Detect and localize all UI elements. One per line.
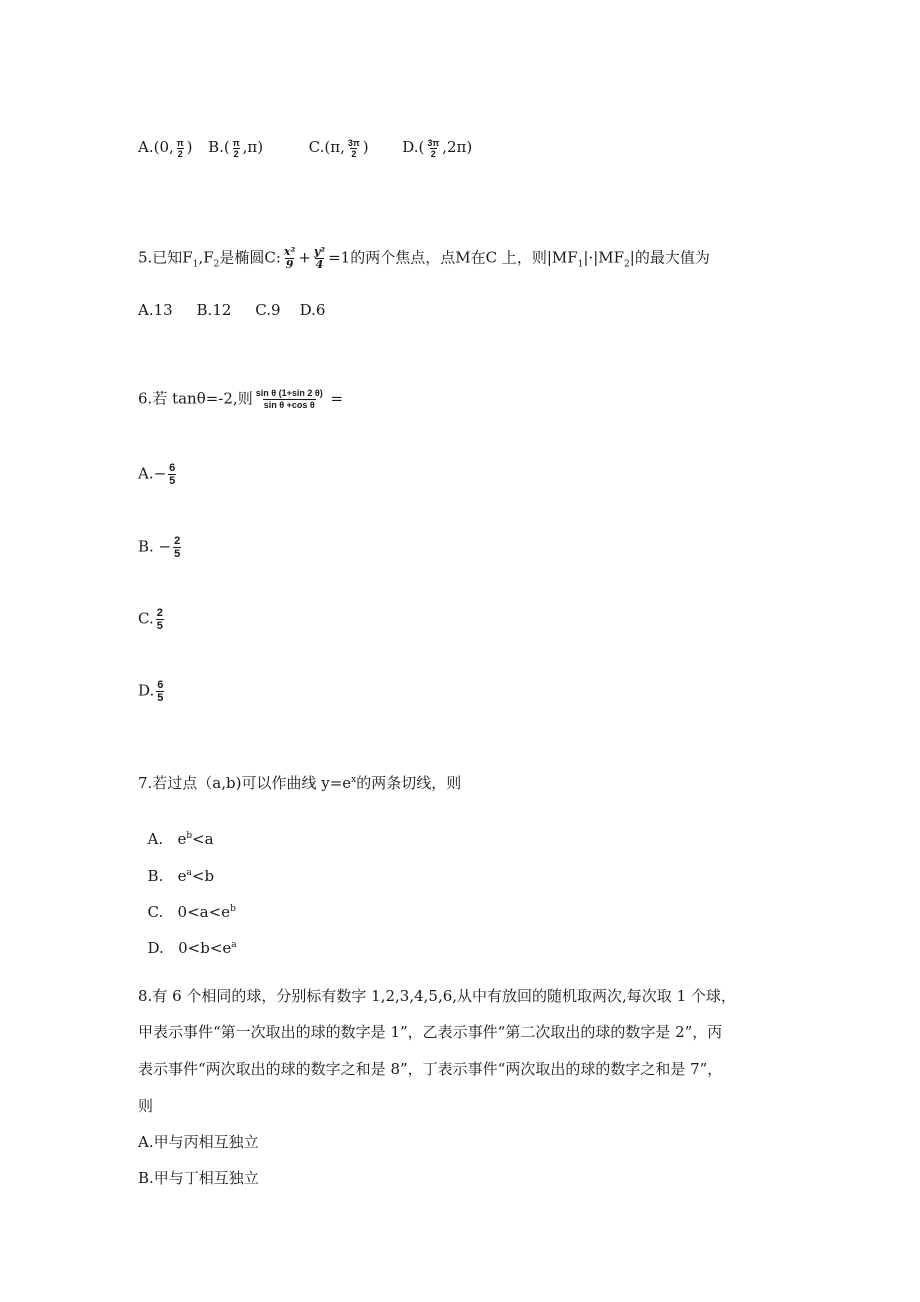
q6-a-num: 6 [169, 462, 176, 474]
q7-a-post: <a [192, 830, 214, 848]
q4-option-d [402, 137, 473, 159]
q6-option-c [138, 607, 166, 632]
q6-b-label: B. − [138, 537, 172, 556]
q4-d-den: 2 [430, 148, 436, 159]
q4-options [138, 137, 472, 159]
q6-b-den: 5 [174, 548, 181, 560]
q6-option-b [138, 535, 183, 560]
q7-c-text: C. 0<a<e [147, 903, 231, 921]
q6-a-den: 5 [169, 475, 176, 487]
q7-c-sup: b [230, 904, 236, 914]
q6-c-label: C. [138, 609, 154, 628]
q8-line-1: 8.有 6 个相同的球，分别标有数字 1,2,3,4,5,6,从中有放回的随机取两次,每次取 1 个球， [138, 987, 736, 1005]
q4-c-num: 3π [347, 137, 360, 148]
q4-a-fraction [176, 138, 185, 159]
q8-line-2: 甲表示事件“第一次取出的球的数字是 1”，乙表示事件“第二次取出的球的数字是 2”，丙 [138, 1023, 723, 1041]
q5-text-6: |的最大值为 [629, 248, 710, 267]
q4-a-prefix: A.(0, [138, 138, 174, 156]
q6-d-den: 5 [157, 692, 164, 704]
q8-option-a: A.甲与丙相互独立 [138, 1133, 259, 1151]
q4-a-den: 2 [177, 148, 183, 159]
q6-b-num: 2 [174, 535, 181, 547]
q8-option-b: B.甲与丁相互独立 [138, 1169, 259, 1187]
q4-d-num: 3π [427, 137, 440, 148]
q4-d-suffix: ,2π) [442, 138, 473, 156]
q6-text: 6.若 tanθ=-2,则 [138, 389, 253, 408]
q7-b-sup: a [186, 868, 192, 878]
q5-fx-num: x² [283, 245, 296, 258]
q7-stem [138, 770, 461, 793]
q7-stem-sup: x [351, 775, 357, 785]
q6-b-fraction [173, 535, 181, 560]
q4-c-prefix: C.(π, [308, 138, 345, 156]
q6-stem [138, 388, 343, 411]
q6-frac-den: sin θ +cos θ [263, 400, 315, 410]
q5-fy-den: 4 [315, 258, 324, 271]
q8-line-3: 表示事件“两次取出的球的数字之和是 8”，丁表示事件“两次取出的球的数字之和是 7”， [138, 1060, 723, 1078]
q7-b-post: <b [191, 867, 215, 885]
q6-option-d [138, 679, 166, 704]
q5-sub-4: 2 [624, 259, 630, 270]
q4-b-fraction [232, 138, 241, 159]
q5-sub-1: 1 [192, 259, 199, 270]
q6-d-fraction [156, 679, 164, 704]
q5-text-1: 5.已知F [138, 248, 193, 267]
q4-option-c [308, 137, 374, 159]
q4-b-suffix: ,π) [242, 138, 264, 156]
q4-a-suffix: ) [186, 138, 193, 156]
q5-plus: + [298, 248, 311, 267]
q7-b-text: B. e [147, 867, 187, 885]
q4-d-prefix: D.( [402, 138, 425, 156]
q7-stem-text-2: 的两条切线，则 [356, 774, 462, 792]
q7-a-sup: b [186, 831, 193, 841]
q4-b-num: π [232, 137, 240, 148]
q5-sub-2: 2 [213, 259, 220, 270]
q6-a-label: A.− [138, 464, 167, 483]
q4-c-fraction [347, 138, 361, 159]
q6-fraction [255, 388, 324, 411]
q4-d-fraction [426, 138, 440, 159]
q4-option-b [208, 137, 268, 159]
q5-stem [138, 246, 710, 275]
q5-options: A.13 B.12 C.9 D.6 [138, 301, 326, 319]
q4-b-den: 2 [233, 148, 239, 159]
q4-b-prefix: B.( [208, 138, 230, 156]
q4-c-den: 2 [351, 148, 357, 159]
q7-d-text: D. 0<b<e [147, 939, 232, 957]
q4-option-a [138, 137, 197, 159]
q5-fraction-x [283, 246, 296, 271]
q6-option-a [138, 462, 178, 487]
q5-sub-3: 1 [577, 259, 584, 270]
q6-c-den: 5 [156, 620, 163, 632]
q6-d-label: D. [138, 681, 155, 700]
q6-c-fraction [156, 607, 164, 632]
q4-a-num: π [176, 137, 184, 148]
q6-d-num: 6 [157, 679, 164, 691]
q5-text-5: |·|MF [583, 248, 625, 267]
q5-text-2: ,F [198, 248, 214, 267]
q7-a-text: A. e [147, 830, 187, 848]
q5-fy-num: y² [313, 245, 326, 258]
q6-c-num: 2 [156, 607, 163, 619]
q4-c-suffix: ) [362, 138, 369, 156]
q7-stem-text-1: 7.若过点（a,b)可以作曲线 y=e [138, 774, 352, 792]
q5-fraction-y [313, 246, 326, 271]
q6-equals: = [325, 389, 344, 408]
q5-fx-den: 9 [285, 258, 294, 271]
q6-a-fraction [168, 462, 176, 487]
q8-line-4: 则 [138, 1097, 154, 1115]
q5-text-3: 是椭圆C: [219, 248, 281, 267]
q7-d-sup: a [231, 940, 237, 950]
q7-option-d [138, 915, 237, 958]
q5-text-4: =1的两个焦点，点M在C 上，则|MF [328, 248, 578, 267]
q6-frac-num: sin θ (1+sin 2 θ) [255, 388, 323, 398]
